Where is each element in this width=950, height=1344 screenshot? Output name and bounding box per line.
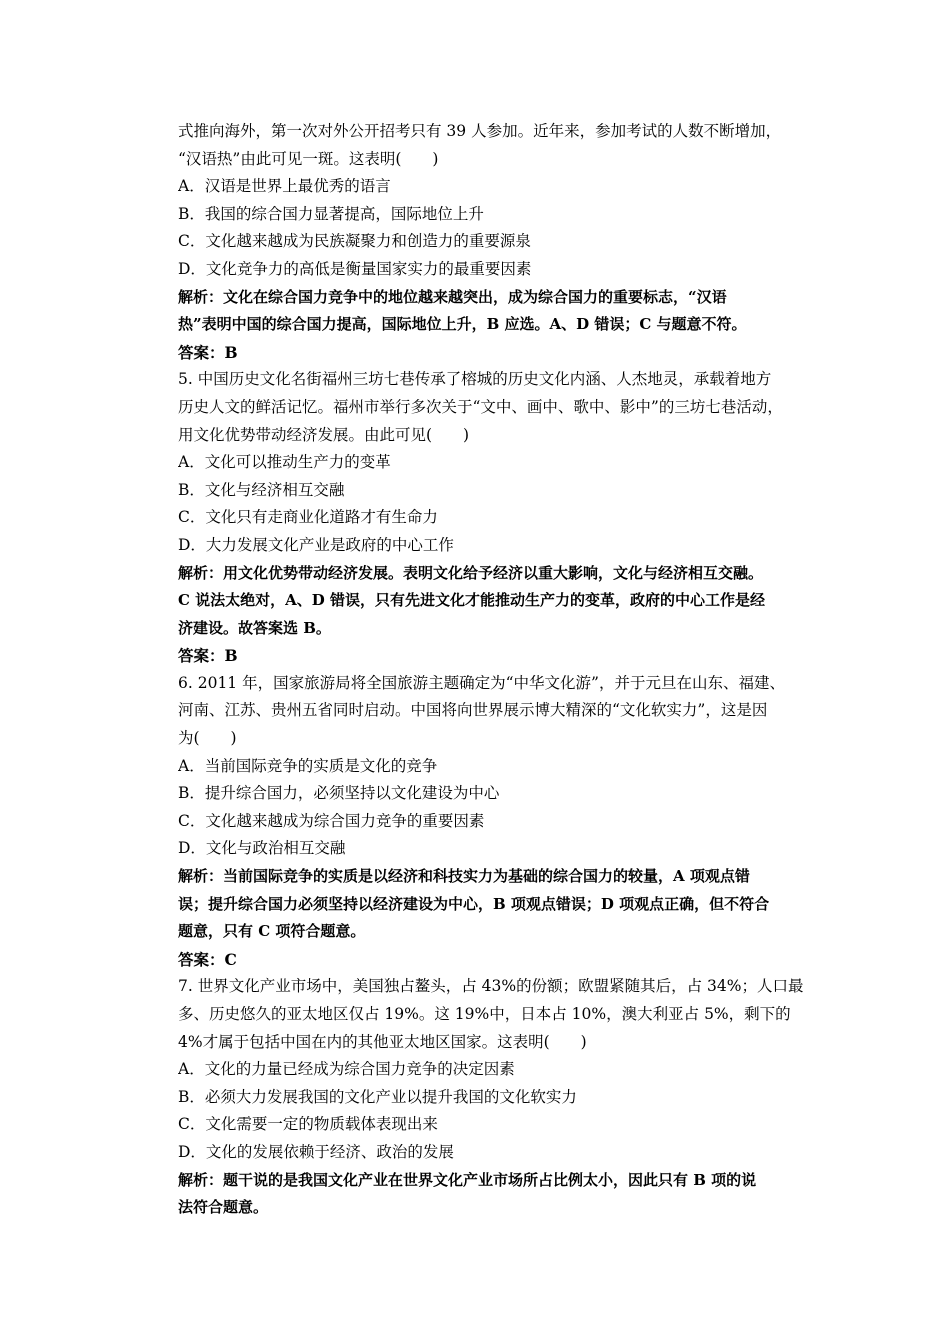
option-d: D．文化的发展依赖于经济、政治的发展 <box>178 1142 454 1161</box>
analysis-line: 法符合题意。 <box>178 1198 269 1217</box>
question-5 <box>178 366 818 670</box>
question-stem-line: 河南、江苏、贵州五省同时启动。中国将向世界展示博大精深的“文化软实力”，这是因 <box>178 701 768 720</box>
analysis-line: 解析：文化在综合国力竞争中的地位越来越突出，成为综合国力的重要标志，“汉语 <box>178 287 727 306</box>
analysis-line: 题意，只有 C 项符合题意。 <box>178 922 366 941</box>
analysis-line: 解析：当前国际竞争的实质是以经济和科技实力为基础的综合国力的较量，A 项观点错 <box>178 867 750 886</box>
option-c: C．文化越来越成为综合国力竞争的重要因素 <box>178 811 485 830</box>
answer: 答案：B <box>178 646 238 666</box>
option-a: A．文化的力量已经成为综合国力竞争的决定因素 <box>178 1060 515 1079</box>
answer: 答案：B <box>178 342 238 362</box>
question-stem-line: 6. 2011 年，国家旅游局将全国旅游主题确定为“中华文化游”，并于元旦在山东、福建、 <box>178 673 785 692</box>
option-a: A．当前国际竞争的实质是文化的竞争 <box>178 756 438 775</box>
option-a: A．汉语是世界上最优秀的语言 <box>178 177 391 196</box>
question-stem-line: 多、历史悠久的亚太地区仅占 19%。这 19%中，日本占 10%，澳大利亚占 5%，剩下的 <box>178 1005 791 1023</box>
analysis-line: 解析：题干说的是我国文化产业在世界文化产业市场所占比例太小，因此只有 B 项的说 <box>178 1170 757 1189</box>
analysis-line: 热”表明中国的综合国力提高，国际地位上升，B 应选。A、D 错误；C 与题意不符。 <box>178 315 747 334</box>
analysis-line: 误；提升综合国力必须坚持以经济建设为中心，B 项观点错误；D 项观点正确，但不符合 <box>178 894 770 913</box>
question-stem-line: 用文化优势带动经济发展。由此可见( ) <box>178 425 470 444</box>
question-stem-line: 5. 中国历史文化名街福州三坊七巷传承了榕城的历史文化内涵、人杰地灵，承载着地方 <box>178 370 772 389</box>
option-d: D．大力发展文化产业是政府的中心工作 <box>178 535 454 554</box>
question-stem-line: 历史人文的鲜活记忆。福州市举行多次关于“文中、画中、歌中、影中”的三坊七巷活动， <box>178 397 783 416</box>
option-b: B．提升综合国力，必须坚持以文化建设为中心 <box>178 784 500 803</box>
analysis-line: C 说法太绝对，A、D 错误，只有先进文化才能推动生产力的变革，政府的中心工作是经 <box>178 591 766 610</box>
analysis-line: 济建设。故答案选 B。 <box>178 618 331 637</box>
question-6 <box>178 670 818 974</box>
question-stem-line: 式推向海外，第一次对外公开招考只有 39 人参加。近年来，参加考试的人数不断增加， <box>178 122 782 140</box>
document-content <box>178 118 818 1222</box>
option-c: C．文化越来越成为民族凝聚力和创造力的重要源泉 <box>178 232 531 251</box>
option-d: D．文化竞争力的高低是衡量国家实力的最重要因素 <box>178 259 532 278</box>
analysis-line: 解析：用文化优势带动经济发展。表明文化给予经济以重大影响，文化与经济相互交融。 <box>178 563 764 582</box>
question-4 <box>178 118 818 366</box>
option-d: D．文化与政治相互交融 <box>178 839 346 858</box>
option-b: B．我国的综合国力显著提高，国际地位上升 <box>178 204 484 223</box>
question-stem-line: “汉语热”由此可见一斑。这表明( ) <box>178 149 439 168</box>
option-b: B．必须大力发展我国的文化产业以提升我国的文化软实力 <box>178 1087 577 1106</box>
option-c: C．文化需要一定的物质载体表现出来 <box>178 1115 438 1134</box>
option-b: B．文化与经济相互交融 <box>178 480 345 499</box>
question-stem-line: 为( ) <box>178 729 237 748</box>
question-7 <box>178 973 818 1221</box>
answer: 答案：C <box>178 949 237 969</box>
option-c: C．文化只有走商业化道路才有生命力 <box>178 508 438 527</box>
question-stem-line: 4%才属于包括中国在内的其他亚太地区国家。这表明( ) <box>178 1032 587 1051</box>
question-stem-line: 7. 世界文化产业市场中，美国独占鳌头，占 43%的份额；欧盟紧随其后，占 34%；人口最 <box>178 977 804 996</box>
option-a: A．文化可以推动生产力的变革 <box>178 453 391 472</box>
